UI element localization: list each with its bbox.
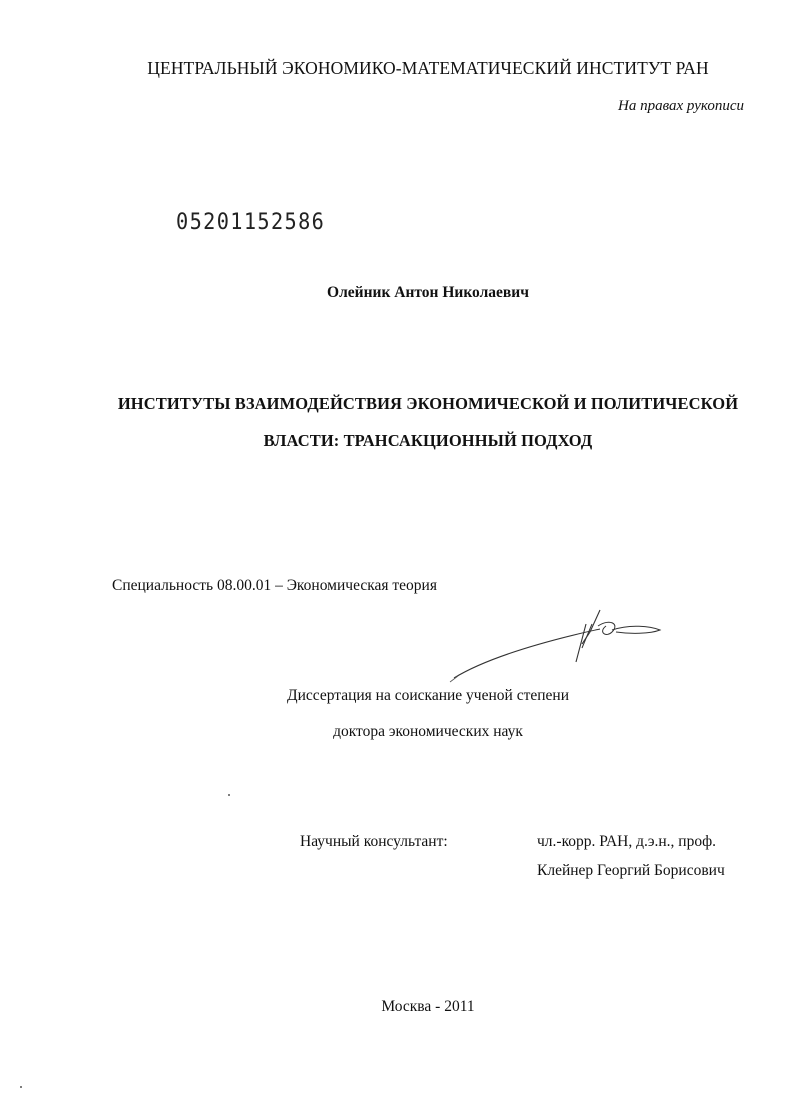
degree-line-1: Диссертация на соискание ученой степени (287, 687, 569, 704)
advisor-credentials: чл.-корр. РАН, д.э.н., проф. (537, 833, 717, 850)
advisor-label: Научный консультант: (300, 833, 448, 850)
degree-line-2: доктора экономических наук (333, 723, 523, 740)
scan-speck (20, 1086, 22, 1088)
specialty: Специальность 08.00.01 – Экономическая теория (112, 577, 437, 594)
city-year: Москва - 2011 (381, 998, 475, 1015)
rights-note: На правах рукописи (618, 98, 744, 114)
registration-stamp: 05201152586 (176, 210, 326, 235)
handwritten-signature (440, 600, 670, 690)
dissertation-title-line-1: ИНСТИТУТЫ ВЗАИМОДЕЙСТВИЯ ЭКОНОМИЧЕСКОЙ И ПОЛИТИЧЕСКОЙ (117, 394, 739, 413)
scan-speck (228, 794, 230, 796)
advisor-name: Клейнер Георгий Борисович (537, 862, 725, 879)
dissertation-title-line-2: ВЛАСТИ: ТРАНСАКЦИОННЫЙ ПОДХОД (263, 431, 593, 450)
author-name: Олейник Антон Николаевич (327, 284, 529, 301)
institute-name: ЦЕНТРАЛЬНЫЙ ЭКОНОМИКО-МАТЕМАТИЧЕСКИЙ ИНСТИТУТ РАН (147, 58, 709, 78)
